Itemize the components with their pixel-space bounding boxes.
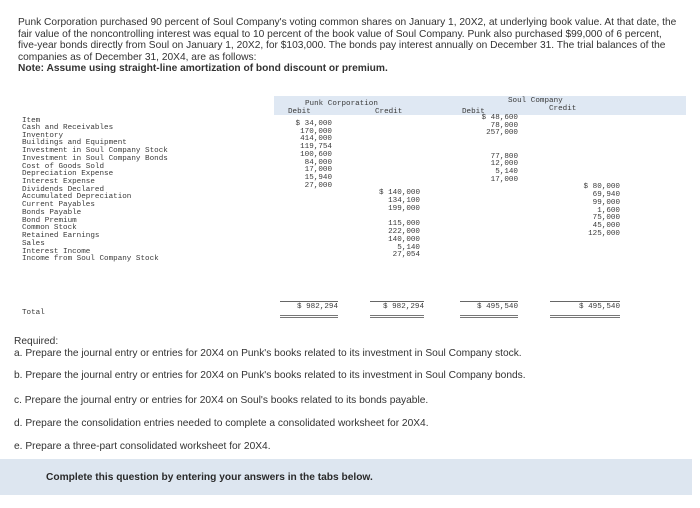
soul-debit-cell (462, 200, 518, 208)
soul-credit-cell (550, 130, 620, 138)
punk-debit-cell: 17,000 (304, 166, 332, 175)
punk-credit-cell (372, 175, 420, 183)
intro-note: Note: Assume using straight-line amortization of bond discount or premium. (18, 63, 388, 75)
punk-credit-column (372, 121, 420, 260)
punk-credit-cell (372, 129, 420, 137)
punk-credit-cell (372, 167, 420, 175)
item-row-label: Current Payables (22, 201, 95, 210)
punk-credit-cell (372, 136, 420, 144)
soul-credit-cell (550, 123, 620, 131)
punk-credit-total: $ 982,294 (370, 301, 424, 311)
intro-paragraph: Punk Corporation purchased 90 percent of Soul Company's voting common shares on January 1, 20X2, at underlying book value. At that date, the fair value of the noncontrolling interest was equal to 10 percent of the book value of Soul Company. Punk also purchased $99,000 of 6 percent, five-year bonds directly from Soul on January 1, 20X2, for $103,000. The bonds pay interest annually on December 31. The trial balances of the companies as of December 31, 20X4, are as follows: (18, 17, 677, 63)
soul-credit-column (550, 115, 620, 254)
soul-credit-cell (550, 169, 620, 177)
punk-debit-cell (282, 190, 332, 198)
soul-debit-cell (462, 184, 518, 192)
soul-credit-cell: $ 80,000 (583, 183, 620, 192)
soul-debit-cell: $ 48,600 (481, 114, 518, 122)
soul-debit-double-underline (460, 315, 518, 318)
item-row-label: Cost of Goods Sold (22, 162, 105, 171)
punk-debit-column (282, 121, 332, 260)
punk-credit-cell (372, 121, 420, 129)
punk-debit-cell: 414,000 (300, 135, 332, 144)
soul-debit-cell: 12,000 (490, 160, 518, 169)
item-row-label: Interest Expense (22, 178, 95, 187)
soul-credit-cell (550, 239, 620, 247)
punk-debit-total: $ 982,294 (280, 301, 338, 311)
item-row-label: Investment in Soul Company Stock (22, 147, 168, 156)
soul-credit-cell: 99,000 (592, 198, 620, 207)
soul-credit-total: $ 495,540 (550, 301, 620, 311)
soul-debit-cell: 78,000 (490, 121, 518, 130)
soul-credit-cell: 1,600 (597, 206, 620, 215)
item-list (22, 125, 168, 264)
soul-debit-cell: 5,140 (495, 168, 518, 177)
soul-debit-cell (462, 215, 518, 223)
soul-credit-cell (550, 154, 620, 162)
trial-balance-table (22, 96, 686, 318)
punk-debit-cell (282, 237, 332, 245)
soul-credit-cell: 125,000 (588, 229, 620, 238)
punk-credit-cell: 27,054 (392, 251, 420, 260)
punk-credit-cell (372, 152, 420, 160)
soul-credit-cell (550, 146, 620, 154)
punk-debit-cell (282, 214, 332, 222)
item-header: Item (22, 117, 41, 125)
soul-credit-cell (550, 115, 620, 123)
soul-company-header: Soul Company (508, 97, 563, 105)
soul-credit-cell (550, 161, 620, 169)
soul-debit-cell (462, 192, 518, 200)
item-row-label: Cash and Receivables (22, 124, 114, 132)
punk-credit-double-underline (370, 315, 424, 318)
soul-debit-total: $ 495,540 (460, 301, 518, 311)
soul-debit-column (462, 115, 518, 254)
soul-debit-cell (462, 246, 518, 254)
punk-debit-cell (282, 221, 332, 229)
soul-debit-cell: 77,800 (490, 152, 518, 161)
soul-debit-cell: 17,000 (490, 175, 518, 184)
soul-credit-cell (550, 246, 620, 254)
item-row-label: Common Stock (22, 224, 77, 233)
punk-credit-cell: 222,000 (388, 228, 420, 237)
item-row-label: Investment in Soul Company Bonds (22, 154, 168, 163)
total-label: Total (22, 309, 45, 317)
punk-debit-cell (282, 198, 332, 206)
soul-debit-cell: 257,000 (486, 129, 518, 138)
punk-credit-cell (372, 144, 420, 152)
soul-credit-cell: 45,000 (592, 222, 620, 231)
soul-debit-header: Debit (462, 108, 485, 116)
punk-credit-cell: 5,140 (397, 243, 420, 252)
punk-debit-cell: 27,000 (304, 181, 332, 190)
punk-debit-cell: $ 34,000 (295, 120, 332, 128)
item-row-label: Income from Soul Company Stock (22, 255, 159, 264)
soul-debit-cell (462, 231, 518, 239)
item-row-label: Bonds Payable (22, 208, 82, 217)
punk-debit-cell (282, 252, 332, 260)
punk-credit-cell: 199,000 (388, 204, 420, 213)
required-d: d. Prepare the consolidation entries needed to complete a consolidated worksheet for 20X4. (14, 418, 429, 429)
required-a: a. Prepare the journal entry or entries for 20X4 on Punk's books related to its investment in Soul Company stock. (14, 348, 522, 359)
soul-debit-cell (462, 138, 518, 146)
soul-debit-cell (462, 239, 518, 247)
punk-debit-cell (282, 229, 332, 237)
item-row-label: Interest Income (22, 247, 91, 256)
required-b: b. Prepare the journal entry or entries for 20X4 on Punk's books related to its investment in Soul Company bonds. (14, 370, 526, 381)
punk-debit-cell (282, 245, 332, 253)
instruction-banner-text: Complete this question by entering your answers in the tabs below. (46, 472, 373, 483)
punk-corporation-header: Punk Corporation (305, 100, 378, 108)
punk-credit-cell: 134,100 (388, 197, 420, 206)
punk-debit-cell: 100,600 (300, 150, 332, 159)
punk-debit-header: Debit (288, 108, 311, 116)
soul-credit-header: Credit (549, 105, 577, 113)
punk-credit-cell: 115,000 (388, 220, 420, 229)
item-row-label: Sales (22, 239, 45, 248)
punk-debit-cell: 84,000 (304, 158, 332, 167)
soul-credit-cell (550, 138, 620, 146)
item-row-label: Bond Premium (22, 216, 77, 225)
soul-credit-cell: 75,000 (592, 214, 620, 223)
item-row-label: Inventory (22, 131, 64, 140)
soul-debit-cell (462, 208, 518, 216)
punk-debit-cell: 15,940 (304, 174, 332, 183)
item-row-label: Buildings and Equipment (22, 139, 127, 148)
punk-debit-cell: 170,000 (300, 127, 332, 136)
punk-credit-header: Credit (375, 108, 403, 116)
problem-intro (18, 17, 683, 75)
punk-debit-double-underline (280, 315, 338, 318)
punk-credit-cell: $ 140,000 (378, 189, 420, 198)
required-section (14, 336, 684, 453)
punk-credit-cell (372, 160, 420, 168)
item-row-label: Dividends Declared (22, 185, 105, 194)
item-row-label: Accumulated Depreciation (22, 193, 132, 202)
soul-credit-cell: 69,940 (592, 191, 620, 200)
punk-credit-cell: 140,000 (388, 235, 420, 244)
punk-debit-cell: 119,754 (300, 143, 332, 152)
soul-credit-double-underline (550, 315, 620, 318)
item-row-label: Depreciation Expense (22, 170, 114, 179)
required-e: e. Prepare a three-part consolidated worksheet for 20X4. (14, 441, 271, 452)
required-heading: Required: (14, 336, 59, 347)
item-row-label: Retained Earnings (22, 232, 100, 241)
soul-debit-cell (462, 223, 518, 231)
required-c: c. Prepare the journal entry or entries for 20X4 on Soul's books related to its bonds payable. (14, 395, 429, 406)
punk-debit-cell (282, 206, 332, 214)
